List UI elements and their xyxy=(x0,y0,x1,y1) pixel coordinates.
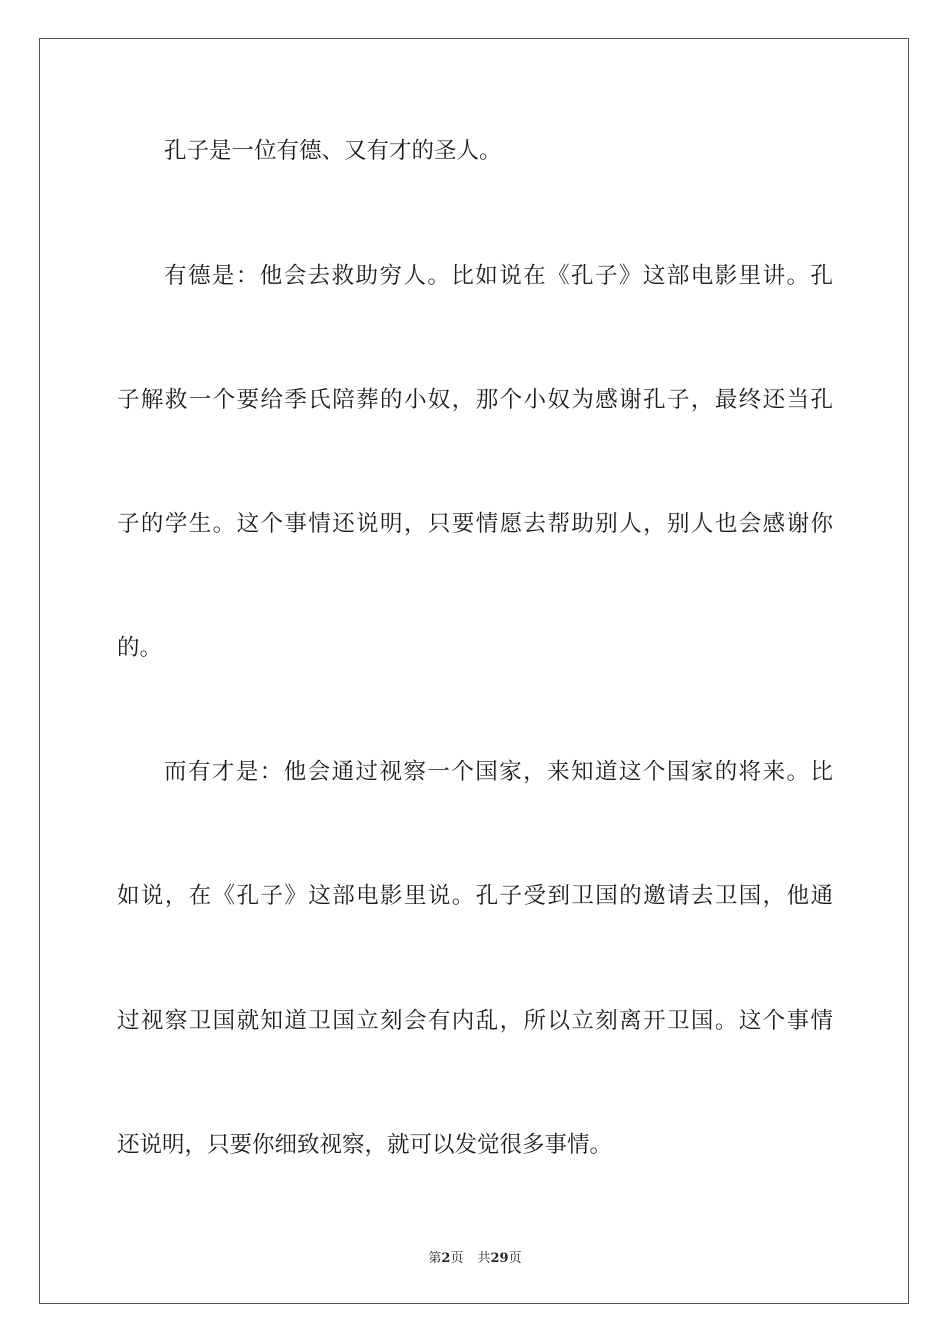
paragraph-2-line-1: 有德是：他会去救助穷人。比如说在《孔子》这部电影里讲。孔 xyxy=(164,263,833,289)
page-label-suffix: 页 xyxy=(450,1251,464,1266)
paragraph-3-line-3: 过视察卫国就知道卫国立刻会有内乱，所以立刻离开卫国。这个事情 xyxy=(117,1008,833,1034)
total-label-suffix: 页 xyxy=(508,1251,522,1266)
page-label-prefix: 第 xyxy=(428,1251,442,1266)
paragraph-3-line-4: 还说明，只要你细致视察，就可以发觉很多事情。 xyxy=(117,1132,613,1158)
paragraph-2-line-4: 的。 xyxy=(117,635,163,661)
paragraph-3-line-1: 而有才是：他会通过视察一个国家，来知道这个国家的将来。比 xyxy=(164,759,833,785)
paragraph-2-line-2: 子解救一个要给季氏陪葬的小奴，那个小奴为感谢孔子，最终还当孔 xyxy=(117,387,833,413)
paragraph-2-line-3: 子的学生。这个事情还说明，只要情愿去帮助别人，别人也会感谢你 xyxy=(117,511,833,537)
total-label-prefix: 共 xyxy=(477,1251,491,1266)
page-border xyxy=(39,38,909,1304)
paragraph-3-line-2: 如说，在《孔子》这部电影里说。孔子受到卫国的邀请去卫国，他通 xyxy=(117,883,833,909)
paragraph-1-line-1: 孔子是一位有德、又有才的圣人。 xyxy=(164,138,502,164)
total-pages-number: 29 xyxy=(490,1251,509,1266)
page-footer xyxy=(0,1247,950,1266)
current-page-number: 2 xyxy=(441,1251,451,1266)
